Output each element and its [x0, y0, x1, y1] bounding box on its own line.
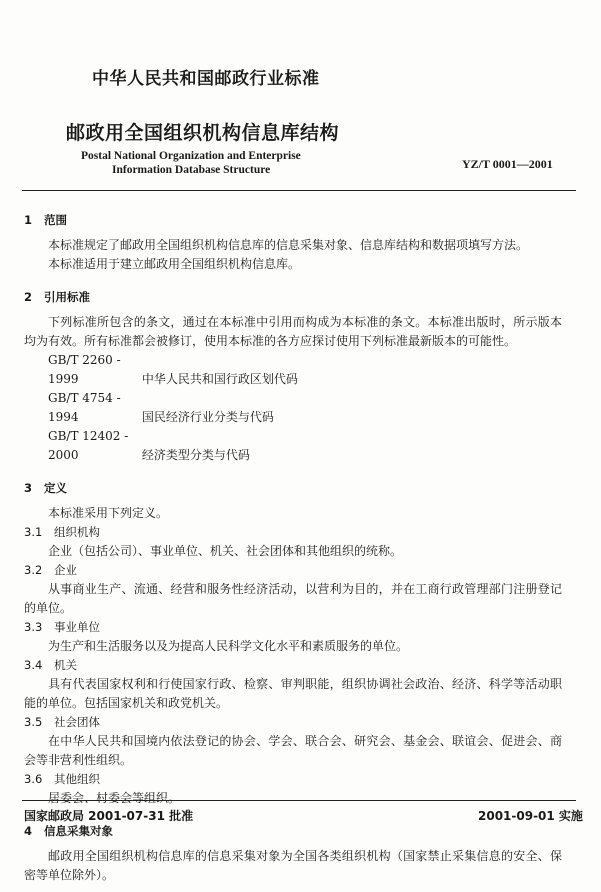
reference-item: GB/T 2260 - 1999 中华人民共和国行政区划代码 [48, 353, 298, 386]
english-title-line2: Information Database Structure [112, 164, 271, 176]
effective-date: 2001-09-01 实施 [478, 809, 583, 823]
paragraph: 邮政用全国组织机构信息库的信息采集对象为全国各类组织机构（国家禁止采集信息的安全、保密等单位除外）。 [24, 849, 562, 882]
paragraph: 本标准规定了邮政用全国组织机构信息库的信息采集对象、信息库结构和数据项填写方法。 [48, 238, 529, 252]
super-title: 中华人民共和国邮政行业标准 [92, 69, 320, 89]
paragraph: 本标准适用于建立邮政用全国组织机构信息库。 [48, 257, 301, 271]
section-heading: 2 引用标准 [24, 290, 90, 304]
reference-item: GB/T 12402 - 2000 经济类型分类与代码 [48, 429, 250, 462]
definition-heading: 3.4 机关 [24, 658, 77, 672]
standard-code: YZ/T 0001—2001 [462, 157, 553, 171]
header-rule [22, 190, 576, 191]
definition-text: 从事商业生产、流通、经营和服务性经济活动，以营利为目的，并在工商行政管理部门注册登记的单位。 [24, 582, 562, 615]
section-definitions [24, 479, 562, 808]
paragraph: 本标准采用下列定义。 [48, 506, 169, 520]
section-collection-objects [24, 822, 562, 885]
definition-heading: 3.3 事业单位 [24, 620, 100, 634]
section-scope [24, 211, 562, 274]
footer-rule [22, 800, 576, 801]
definition-heading: 3.6 其他组织 [24, 772, 100, 786]
section-heading: 1 范围 [24, 213, 67, 227]
definition-text: 企业（包括公司）、事业单位、机关、社会团体和其他组织的统称。 [48, 544, 403, 558]
definition-text: 具有代表国家权利和行使国家行政、检察、审判职能，组织协调社会政治、经济、科学等活动职能的单位。包括国家机关和政党机关。 [24, 677, 562, 710]
english-title-line1: Postal National Organization and Enterprise [81, 150, 301, 162]
section-heading: 3 定义 [24, 481, 67, 495]
section-references [24, 288, 562, 465]
definition-heading: 3.2 企业 [24, 563, 77, 577]
document-title: 邮政用全国组织机构信息库结构 [66, 122, 340, 144]
definition-text: 居委会、村委会等组织。 [48, 791, 181, 805]
approval-date: 国家邮政局 2001-07-31 批准 [24, 809, 194, 823]
definition-heading: 3.5 社会团体 [24, 715, 100, 729]
section-heading: 4 信息采集对象 [24, 824, 113, 838]
document-body [24, 211, 562, 885]
definition-text: 为生产和生活服务以及为提高人民科学文化水平和素质服务的单位。 [48, 639, 409, 653]
reference-item: GB/T 4754 - 1994 国民经济行业分类与代码 [48, 391, 274, 424]
definition-heading: 3.1 组织机构 [24, 525, 100, 539]
paragraph: 下列标准所包含的条文，通过在本标准中引用而构成为本标准的条文。本标准出版时，所示版本均为有效。所有标准都会被修订，使用本标准的各方应探讨使用下列标准最新版本的可能性。 [24, 315, 562, 348]
definition-text: 在中华人民共和国境内依法登记的协会、学会、联合会、研究会、基金会、联谊会、促进会、商会等非营利性组织。 [24, 734, 562, 767]
